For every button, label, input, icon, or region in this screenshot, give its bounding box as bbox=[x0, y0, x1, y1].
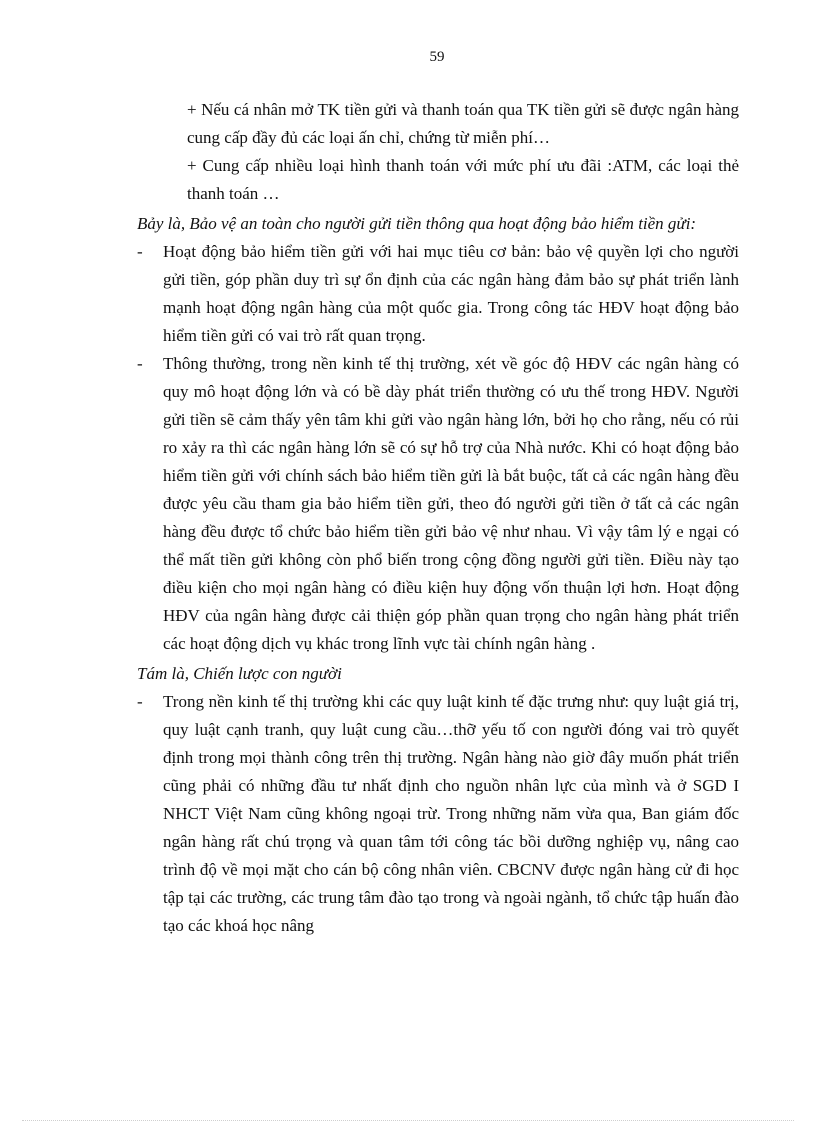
dash-marker: - bbox=[137, 692, 143, 711]
section7-item-1-text: Hoạt động bảo hiểm tiền gửi với hai mục tiêu cơ bản: bảo vệ quyền lợi cho người gửi tiền, góp phần duy trì sự ổn định của các ngân hàng đảm bảo sự phát triển lành mạnh hoạt động ngân hàng của một quốc gia. Trong công tác HĐV hoạt động bảo hiểm tiền gửi có vai trò rất quan trọng. bbox=[163, 242, 739, 345]
section-heading-8: Tám là, Chiến lược con người bbox=[137, 664, 342, 683]
section7-item-2 bbox=[137, 350, 739, 658]
section-heading-7: Bảy là, Bảo vệ an toàn cho người gửi tiền thông qua hoạt động bảo hiểm tiền gửi: bbox=[137, 214, 697, 233]
plus-item-1: + Nếu cá nhân mở TK tiền gửi và thanh toán qua TK tiền gửi sẽ được ngân hàng cung cấp đầy đủ các loại ấn chỉ, chứng từ miễn phí… bbox=[187, 100, 739, 147]
page-bottom-divider bbox=[22, 1120, 794, 1121]
dash-marker: - bbox=[137, 242, 143, 261]
document-body bbox=[137, 96, 739, 940]
section7-item-1 bbox=[137, 238, 739, 350]
section7-item-2-text: Thông thường, trong nền kinh tế thị trường, xét về góc độ HĐV các ngân hàng có quy mô hoạt động lớn và có bề dày phát triển thường có ưu thế trong HĐV. Người gửi tiền sẽ cảm thấy yên tâm khi gửi vào ngân hàng lớn, bởi họ cho rằng, nếu có rủi ro xảy ra thì các ngân hàng lớn sẽ có sự hỗ trợ của Nhà nước. Khi có hoạt động bảo hiểm tiền gửi với chính sách bảo hiểm tiền gửi là bắt buộc, tất cả các ngân hàng đều được yêu cầu tham gia bảo hiểm tiền gửi, theo đó người gửi tiền ở tất cả các ngân hàng đều được tổ chức bảo hiểm tiền gửi bảo vệ như nhau. Vì vậy tâm lý e ngại có thể mất tiền gửi không còn phổ biến trong cộng đồng người gửi tiền. Điều này tạo điều kiện cho mọi ngân hàng có điều kiện huy động vốn thuận lợi hơn. Hoạt động HĐV của ngân hàng được cải thiện góp phần quan trọng cho ngân hàng phát triển các hoạt động dịch vụ khác trong lĩnh vực tài chính ngân hàng . bbox=[163, 354, 739, 653]
plus-item-2: + Cung cấp nhiều loại hình thanh toán với mức phí ưu đãi :ATM, các loại thẻ thanh toán … bbox=[187, 156, 739, 203]
section8-item-1-text: Trong nền kinh tế thị trường khi các quy luật kinh tế đặc trưng như: quy luật giá trị, quy luật cạnh tranh, quy luật cung cầu…thỡ yếu tố con người đóng vai trò quyết định trong mọi thành công trên thị trường. Ngân hàng nào giờ đây muốn phát triển cũng phải có những đầu tư nhất định cho nguồn nhân lực của mình và ở SGD I NHCT Việt Nam cũng không ngoại trừ. Trong những năm vừa qua, Ban giám đốc ngân hàng rất chú trọng và quan tâm tới công tác bồi dưỡng nghiệp vụ, nâng cao trình độ về mọi mặt cho cán bộ công nhân viên. CBCNV được ngân hàng cử đi học tập tại các trường, các trung tâm đào tạo trong và ngoài ngành, tổ chức tập huấn đào tạo các khoá học nâng bbox=[163, 692, 739, 935]
page-number: 59 bbox=[429, 49, 445, 65]
dash-marker: - bbox=[137, 354, 143, 373]
section8-item-1 bbox=[137, 688, 739, 940]
